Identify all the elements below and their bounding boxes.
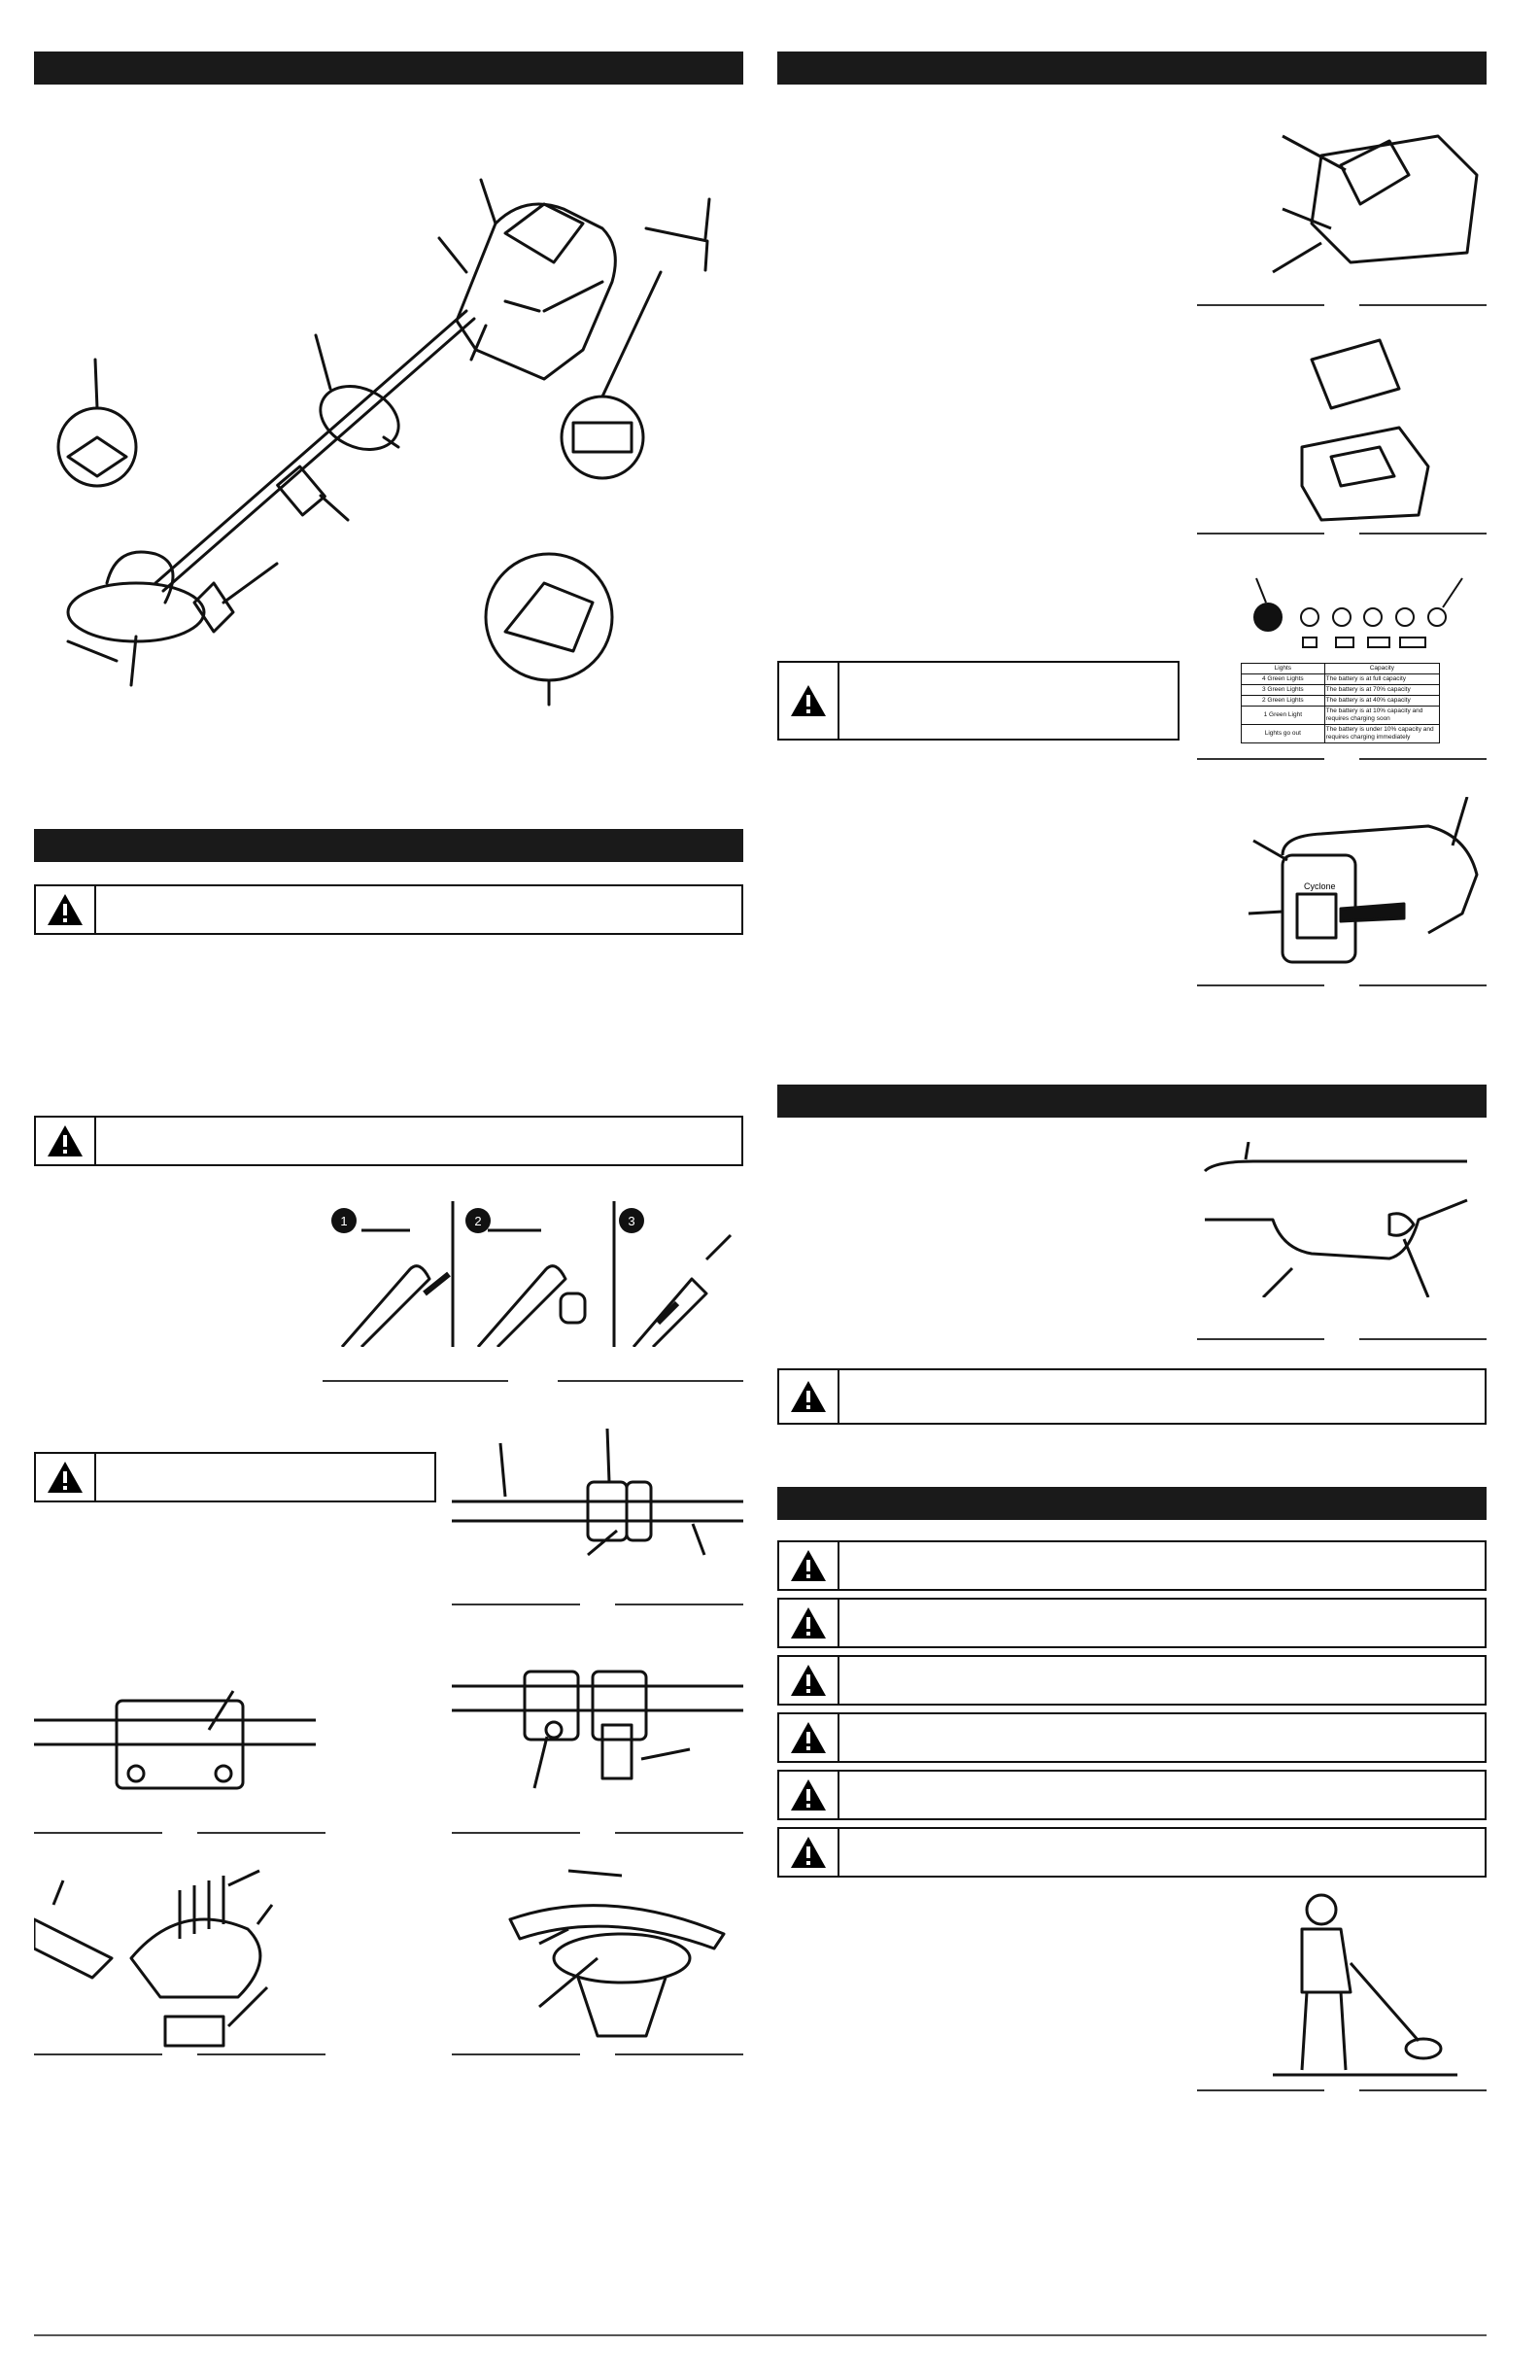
section-bar-safety: [777, 1487, 1487, 1520]
guard-mounting-figure: [34, 1851, 325, 2051]
warning-triangle-icon: [779, 1542, 839, 1589]
figure-caption-rule: [323, 1380, 743, 1382]
table-cell: The battery is under 10% capacity and requires charging immediately: [1324, 725, 1439, 743]
table-cell: Lights go out: [1242, 725, 1325, 743]
warning-box: [777, 1540, 1487, 1591]
figure-caption-rule: [1197, 1338, 1487, 1340]
table-cell: 2 Green Lights: [1242, 696, 1325, 707]
warning-triangle-icon: [36, 886, 96, 933]
table-cell: The battery is at full capacity: [1324, 674, 1439, 685]
table-cell: 4 Green Lights: [1242, 674, 1325, 685]
step-number: 1: [340, 1214, 348, 1228]
warning-triangle-icon: [779, 663, 839, 739]
table-cell: 1 Green Light: [1242, 707, 1325, 725]
clamp-top-figure: [34, 1672, 325, 1817]
warning-box: [777, 1712, 1487, 1763]
shaft-coupling-steps-figure: [323, 1201, 743, 1347]
guard-screw-figure: [452, 1851, 743, 2051]
table-cell: The battery is at 70% capacity: [1324, 685, 1439, 696]
warning-box: [777, 1368, 1487, 1425]
footer-rule: [34, 2334, 1487, 2336]
table-header: Lights: [1242, 664, 1325, 674]
table-cell: The battery is at 10% capacity and requires charging soon: [1324, 707, 1439, 725]
trigger-figure: [1195, 1142, 1487, 1297]
figure-caption-rule: [34, 1832, 325, 1834]
charger-figure: [1263, 117, 1496, 311]
figure-caption-rule: [452, 1604, 743, 1605]
trimmer-parts-diagram: [39, 155, 738, 758]
battery-insert-figure: [1283, 330, 1457, 525]
figure-caption-rule: [1197, 984, 1487, 986]
warning-triangle-icon: [36, 1454, 96, 1500]
table-row: [1242, 725, 1440, 743]
warning-box: [34, 1116, 743, 1166]
warning-box: [34, 884, 743, 935]
battery-in-tool-figure: [1244, 797, 1487, 986]
clamp-side-figure: [452, 1647, 743, 1803]
battery-brand-label: Cyclone: [1304, 881, 1336, 891]
figure-caption-rule: [452, 2053, 743, 2055]
warning-triangle-icon: [779, 1829, 839, 1876]
figure-caption-rule: [1197, 533, 1487, 535]
battery-capacity-table: [1241, 663, 1440, 743]
table-row: [1242, 696, 1440, 707]
figure-caption-rule: [34, 2053, 325, 2055]
table-cell: The battery is at 40% capacity: [1324, 696, 1439, 707]
section-bar-parts: [34, 52, 743, 85]
figure-caption-rule: [452, 1832, 743, 1834]
warning-triangle-icon: [779, 1600, 839, 1646]
table-row: [1242, 674, 1440, 685]
table-row: [1242, 685, 1440, 696]
step-number: 3: [628, 1214, 635, 1228]
table-header: Capacity: [1324, 664, 1439, 674]
warning-box: [777, 661, 1180, 741]
coupler-assembly-figure: [452, 1429, 743, 1574]
operator-figure: [1263, 1885, 1457, 2085]
section-bar-charging: [777, 52, 1487, 85]
figure-caption-rule: [1197, 2089, 1487, 2091]
warning-triangle-icon: [779, 1772, 839, 1818]
section-bar-assembly: [34, 829, 743, 862]
warning-triangle-icon: [36, 1118, 96, 1164]
warning-triangle-icon: [779, 1370, 839, 1423]
warning-triangle-icon: [779, 1657, 839, 1704]
warning-box: [34, 1452, 436, 1502]
figure-caption-rule: [1197, 758, 1487, 760]
warning-triangle-icon: [779, 1714, 839, 1761]
warning-box: [777, 1770, 1487, 1820]
warning-box: [777, 1655, 1487, 1706]
warning-box: [777, 1598, 1487, 1648]
section-bar-operation: [777, 1085, 1487, 1118]
table-cell: 3 Green Lights: [1242, 685, 1325, 696]
warning-box: [777, 1827, 1487, 1878]
step-number: 2: [474, 1214, 482, 1228]
table-row: [1242, 707, 1440, 725]
figure-caption-rule: [1197, 304, 1487, 306]
